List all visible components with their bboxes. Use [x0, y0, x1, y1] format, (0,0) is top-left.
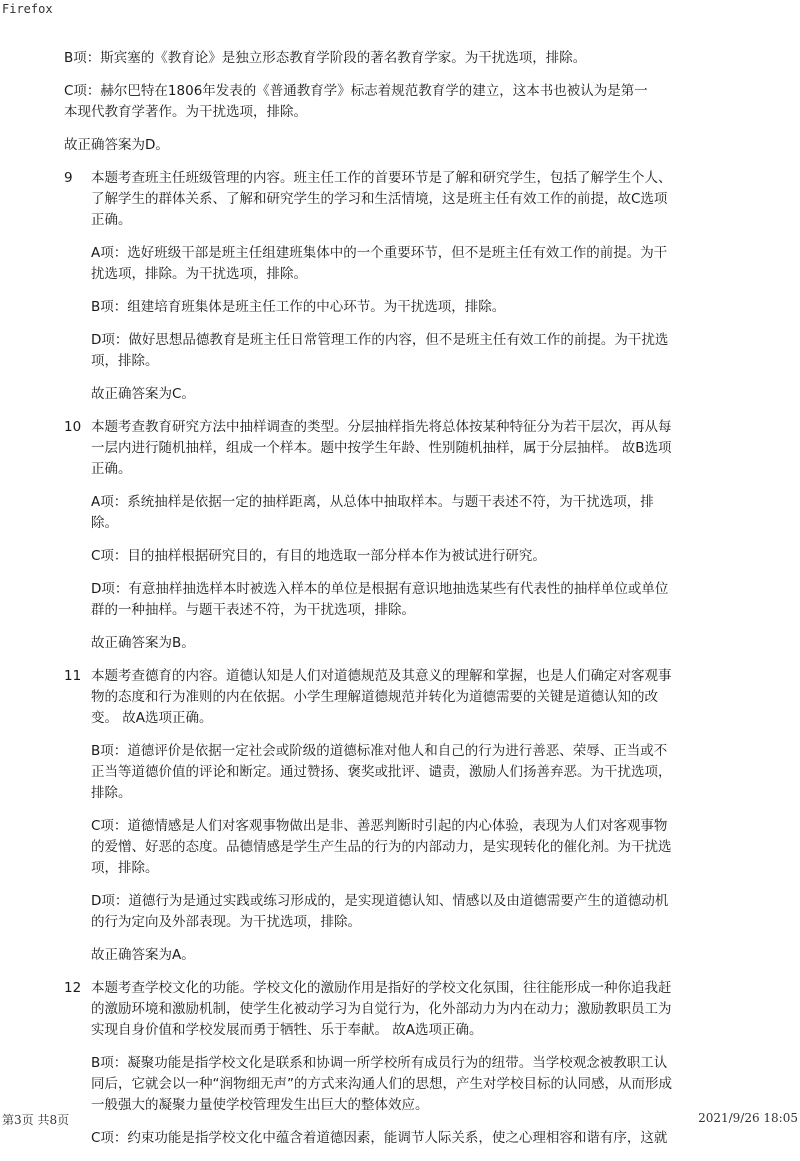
option-b-explanation: B项：道德评价是依据一定社会或阶级的道德标准对他人和自己的行为进行善恶、荣辱、正当或不 正当等道德价值的评论和断定。通过赞扬、褒奖或批评、谴责，激励人们扬善弃恶。为干扰选项， 排除。	[91, 743, 672, 801]
question-body	[91, 168, 724, 417]
option-b-explanation: B项：组建培育班集体是班主任工作的中心环节。为干扰选项，排除。	[91, 299, 506, 315]
browser-title: Firefox	[2, 2, 53, 16]
question-number: 11	[64, 668, 82, 684]
question-body	[91, 978, 724, 1161]
question-body	[91, 666, 724, 978]
question-9	[64, 168, 724, 417]
correct-answer: 故正确答案为A。	[91, 947, 195, 963]
option-c-explanation: C项：约束功能是指学校文化中蕴含着道德因素，能调节人际关系，使之心理相容和谐有序，这就	[91, 1130, 668, 1146]
question-11	[64, 666, 724, 978]
page-number: 第3页 共8页	[2, 1113, 70, 1127]
option-b-explanation: B项：凝聚功能是指学校文化是联系和协调一所学校所有成员行为的纽带。当学校观念被教职工认 同后，它就会以一种“润物细无声”的方式来沟通人们的思想，产生对学校目标的认同感，从而形成 一般强大的凝聚力量使学校管理发生出巨大的整体效应。	[91, 1055, 672, 1113]
question-analysis: 本题考查班主任班级管理的内容。班主任工作的首要环节是了解和研究学生，包括了解学生个人、 了解学生的群体关系、了解和研究学生的学习和生活情境，这是班主任有效工作的前提，故C选项 正确。	[91, 170, 672, 228]
option-d-explanation: D项：道德行为是通过实践或练习形成的，是实现道德认知、情感以及由道德需要产生的道德动机 的行为定向及外部表现。为干扰选项，排除。	[91, 893, 669, 930]
option-a-explanation: A项：系统抽样是依据一定的抽样距离，从总体中抽取样本。与题干表述不符，为干扰选项，排 除。	[91, 494, 654, 531]
question-body	[91, 417, 724, 666]
correct-answer: 故正确答案为C。	[91, 386, 195, 402]
question-analysis: 本题考查德育的内容。道德认知是人们对道德规范及其意义的理解和掌握，也是人们确定对客观事 物的态度和行为准则的内在依据。小学生理解道德规范并转化为道德需要的关键是道德认知的改 变。 故A选项正确。	[91, 668, 672, 726]
option-d-explanation: D项：有意抽样抽选样本时被选入样本的单位是根据有意识地抽选某些有代表性的抽样单位或单位 群的一种抽样。与题干表述不符，为干扰选项，排除。	[91, 581, 669, 618]
question-analysis: 本题考查学校文化的功能。学校文化的激励作用是指好的学校文化氛围，往往能形成一种你追我赶 的激励环境和激励机制，使学生化被动学习为自觉行为，化外部动力为内在动力；激励教职员工为 实现自身价值和学校发展而勇于牺牲、乐于奉献。 故A选项正确。	[91, 980, 672, 1038]
correct-answer: 故正确答案为B。	[91, 635, 195, 651]
option-d-explanation: D项：做好思想品德教育是班主任日常管理工作的内容，但不是班主任有效工作的前提。为干扰选 项，排除。	[91, 332, 669, 369]
question-12	[64, 978, 724, 1161]
question-analysis: 本题考查教育研究方法中抽样调查的类型。分层抽样指先将总体按某种特征分为若干层次，再从每 一层内进行随机抽样，组成一个样本。题中按学生年龄、性别随机抽样，属于分层抽样。 故B选项 正确。	[91, 419, 672, 477]
option-a-explanation: A项：选好班级干部是班主任组建班集体中的一个重要环节，但不是班主任有效工作的前提。为干 扰选项，排除。为干扰选项，排除。	[91, 245, 668, 282]
option-c-explanation: C项：目的抽样根据研究目的，有目的地选取一部分样本作为被试进行研究。	[91, 548, 546, 564]
document-content	[64, 48, 724, 1161]
intro-answer: 故正确答案为D。	[64, 137, 169, 153]
intro-paragraph-c: C项：赫尔巴特在1806年发表的《普通教育学》标志着规范教育学的建立，这本书也被认为是第一 本现代教育学著作。为干扰选项，排除。	[64, 83, 648, 120]
print-datetime: 2021/9/26 18:05	[698, 1111, 798, 1125]
question-number: 9	[64, 170, 73, 186]
question-number: 10	[64, 419, 82, 435]
question-number: 12	[64, 980, 82, 996]
intro-paragraph-b: B项：斯宾塞的《教育论》是独立形态教育学阶段的著名教育学家。为干扰选项，排除。	[64, 50, 587, 66]
question-10	[64, 417, 724, 666]
option-c-explanation: C项：道德情感是人们对客观事物做出是非、善恶判断时引起的内心体验，表现为人们对客观事物 的爱憎、好恶的态度。品德情感是学生产生品的行为的内部动力，是实现转化的催化剂。为干扰选 项，排除。	[91, 818, 672, 876]
intro-section	[64, 48, 724, 156]
